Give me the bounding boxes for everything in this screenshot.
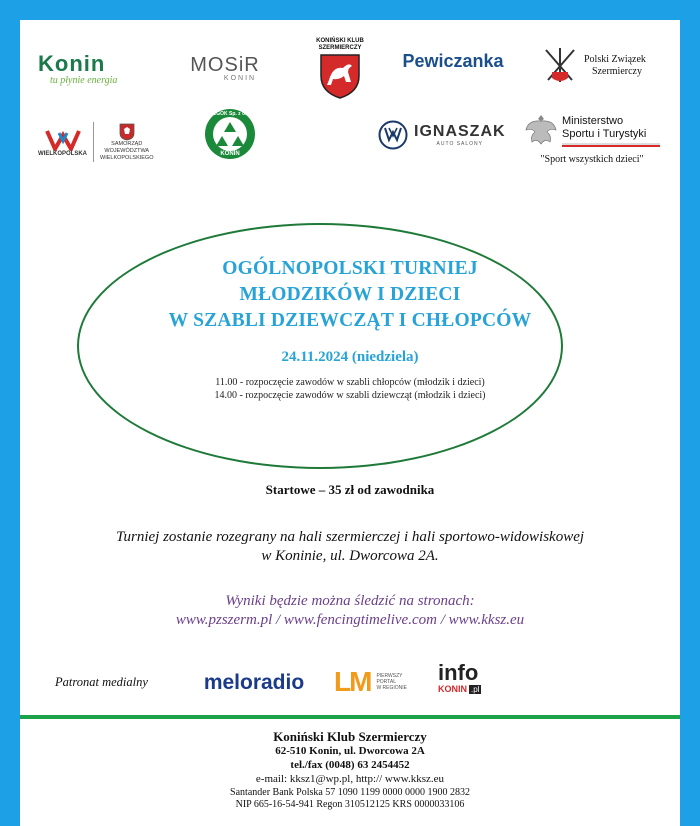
pzs-logo-line1: Polski Związek — [584, 54, 646, 65]
schedule-item-1: 11.00 - rozpoczęcie zawodów w szabli chłopców (młodzik i dzieci) — [215, 377, 485, 388]
schedule-item-2: 14.00 - rozpoczęcie zawodów w szabli dziewcząt (młodzik i dzieci) — [214, 390, 486, 401]
ministerstwo-text — [562, 115, 660, 147]
konin-logo — [38, 50, 158, 90]
mzgok-bottom: KONIN — [220, 151, 240, 157]
pewiczanka-logo-name: Pewiczanka — [402, 50, 504, 71]
poster — [20, 20, 680, 826]
samorzad-block — [100, 123, 154, 162]
lm-logo — [334, 666, 426, 698]
ignaszak-name: IGNASZAK — [414, 123, 506, 140]
mosir-logo — [180, 48, 270, 88]
infokonin-bottom: KONIN — [438, 684, 467, 694]
mosir-logo-name: MOSiR — [190, 53, 260, 76]
lm-line3: W REGIONIE — [376, 685, 407, 691]
footer-ids: NIP 665-16-54-941 Regon 310512125 KRS 0000033106 — [235, 799, 465, 810]
shield-icon — [315, 52, 365, 100]
divider — [93, 122, 94, 162]
wielkopolska-w-icon — [45, 127, 81, 151]
mosir-logo-sub: KONIN — [223, 74, 257, 82]
eagle-crest-icon — [119, 123, 135, 141]
patronat-label: Patronat medialny — [55, 675, 148, 689]
event-title-line-2: MŁODZIKÓW I DZIECI — [239, 284, 461, 305]
event-title-line-3: W SZABLI DZIEWCZĄT I CHŁOPCÓW — [168, 310, 532, 331]
footer-email[interactable]: e-mail: kksz1@wp.pl, http:// www.kksz.eu — [255, 773, 445, 785]
results-line-1: Wyniki będzie można śledzić na stronach: — [225, 593, 475, 609]
pzs-logo-text — [584, 54, 646, 78]
meloradio-logo — [194, 670, 314, 696]
pzs-logo-line2: Szermierczy — [592, 66, 642, 77]
ministerstwo-header — [524, 112, 660, 150]
pewiczanka-logo — [398, 48, 508, 74]
results-links[interactable]: www.pzszerm.pl / www.fencingtimelive.com / www.kksz.eu — [175, 612, 525, 628]
footer-org: Koniński Klub Szermierczy — [273, 729, 427, 744]
ministerstwo-line2: Sportu i Turystyki — [562, 128, 647, 140]
ministerstwo-motto: "Sport wszystkich dzieci" — [540, 154, 644, 165]
mzgok-top: MZGOK Sp. z o.o. — [209, 111, 251, 117]
konin-logo-tagline: tu płynie energia — [50, 75, 118, 86]
lm-mark: LM — [334, 666, 371, 697]
ignaszak-sub: AUTO SALONY — [436, 141, 484, 147]
infokonin-suffix: .pl — [471, 684, 480, 694]
kks-crest-line1: KONIŃSKI KLUB — [316, 38, 364, 44]
venue-line-2: w Koninie, ul. Dworcowa 2A. — [261, 548, 439, 564]
footer-bank: Santander Bank Polska 57 1090 1199 0000 0000 1900 2832 — [230, 787, 470, 798]
konin-logo-name: Konin — [38, 51, 106, 76]
ministerstwo-flag — [562, 143, 660, 147]
kks-crest-line2: SZERMIERCZY — [318, 45, 362, 51]
fencing-swords-icon — [542, 46, 578, 86]
lm-line1: PIERWSZY — [376, 673, 403, 679]
venue-line-1: Turniej zostanie rozegrany na hali szermierczej i hali sportowo-widowiskowej — [115, 529, 585, 545]
ministerstwo-logo — [522, 112, 662, 174]
wielkopolska-logo — [38, 118, 178, 166]
footer-divider — [20, 715, 680, 719]
eagle-icon — [524, 112, 558, 150]
footer-address: 62-510 Konin, ul. Dworcowa 2A — [275, 745, 425, 757]
samorzad-line3: WIELKOPOLSKIEGO — [100, 154, 154, 161]
infokonin-bottom-row — [438, 684, 481, 694]
wielkopolska-name: WIELKOPOLSKA — [38, 151, 87, 157]
entry-fee: Startowe – 35 zł od zawodnika — [265, 482, 435, 497]
meloradio-name: meloradio — [203, 671, 305, 694]
samorzad-line2: WOJEWÓDZTWA — [104, 147, 150, 154]
samorzad-line1: SAMORZĄD — [111, 140, 143, 147]
infokonin-top: info — [438, 660, 479, 685]
event-title-line-1: OGÓLNOPOLSKI TURNIEJ — [222, 258, 478, 279]
lm-text — [376, 673, 407, 691]
event-date: 24.11.2024 (niedziela) — [281, 349, 419, 365]
footer-phone: tel./fax (0048) 63 2454452 — [290, 759, 410, 771]
kks-crest-logo — [305, 38, 375, 106]
lm-line2: PORTAL — [376, 679, 396, 685]
ignaszak-text — [414, 123, 506, 147]
vw-icon — [378, 120, 408, 150]
pzs-logo — [542, 44, 672, 88]
mzgok-logo — [204, 108, 256, 160]
ministerstwo-line1: Ministerstwo — [562, 115, 624, 127]
wielkopolska-mark — [38, 127, 87, 157]
ignaszak-logo — [378, 118, 508, 152]
infokonin-logo — [438, 658, 504, 698]
